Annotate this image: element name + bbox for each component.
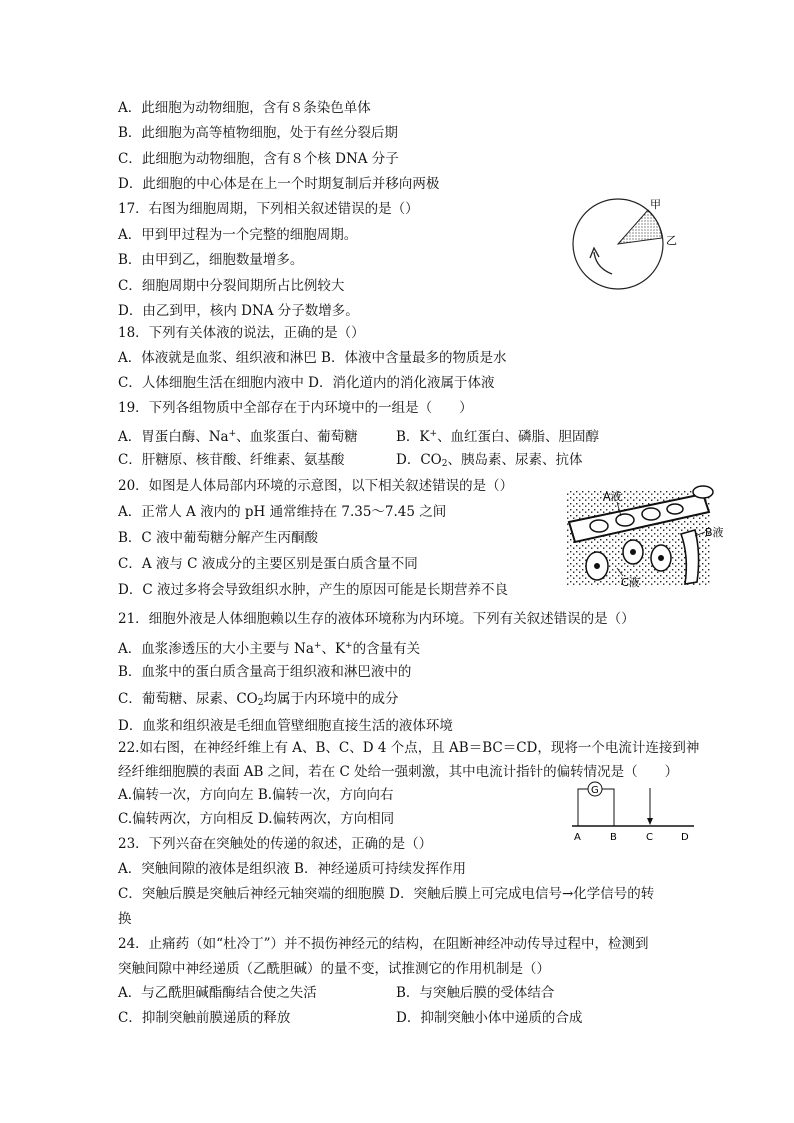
q22-stem-line2: 经纤维细胞膜的表面 AB 之间，若在 C 处给一强刺激，其中电流计指针的偏转情况是（ ） xyxy=(118,764,679,780)
label-yi: 乙 xyxy=(666,234,677,247)
q22-stem-line1: 22.如右图，在神经纤维上有 A、B、C、D 4 个点，且 AB＝BC＝CD，现将一个电流计连接到神 xyxy=(118,740,700,756)
q21-option-c: C．葡萄糖、尿素、$CO_2$均属于内环境中的成分 xyxy=(118,691,399,708)
q20-stem: 20．如图是人体局部内环境的示意图，以下相关叙述错误的是（） xyxy=(118,478,514,494)
point-c: C xyxy=(646,832,653,843)
label-jia: 甲 xyxy=(650,198,661,211)
q24-option-b: B．与突触后膜的受体结合 xyxy=(396,985,555,1001)
nucleus xyxy=(630,549,636,555)
q19-option-a: A．胃蛋白酶、Na+、血浆蛋白、葡萄糖 xyxy=(118,429,358,445)
point-d: D xyxy=(681,832,689,843)
q17-option-c: C．细胞周期中分裂间期所占比例较大 xyxy=(118,278,345,294)
q21-option-d: D．血浆和组织液是毛细血管壁细胞直接生活的液体环境 xyxy=(118,718,453,734)
q23-options-ab: A．突触间隙的液体是组织液 B．神经递质可持续发挥作用 xyxy=(118,861,466,877)
q16-option-a: A．此细胞为动物细胞，含有８条染色单体 xyxy=(118,100,371,116)
cell-cycle-figure xyxy=(566,196,686,296)
q23-options-cd-line2: 换 xyxy=(118,911,132,927)
q16-option-c: C．此细胞为动物细胞，含有８个核 DNA 分子 xyxy=(118,151,399,167)
point-a: A xyxy=(574,832,581,843)
label-c-fluid: C液 xyxy=(621,576,640,589)
label-a-fluid: A液 xyxy=(603,490,622,503)
point-b: B xyxy=(610,832,617,843)
q24-option-c: C．抑制突触前膜递质的释放 xyxy=(118,1010,291,1026)
q16-option-d: D．此细胞的中心体是在上一个时期复制后并移向两极 xyxy=(118,176,440,192)
q19-stem: 19．下列各组物质中全部存在于内环境中的一组是（ ） xyxy=(118,400,473,416)
q18-options-ab: A．体液就是血浆、组织液和淋巴 B．体液中含量最多的物质是水 xyxy=(118,350,507,366)
q24-option-d: D．抑制突触小体中递质的合成 xyxy=(396,1010,583,1026)
q19-option-d: D．$CO_2$、胰岛素、尿素、抗体 xyxy=(396,452,583,469)
q20-option-b: B．C 液中葡萄糖分解产生丙酮酸 xyxy=(118,530,319,546)
q23-options-cd-line1: C．突触后膜是突触后神经元轴突端的细胞膜 D．突触后膜上可完成电信号→化学信号的转 xyxy=(118,886,655,902)
q18-options-cd: C．人体细胞生活在细胞内液中 D．消化道内的消化液属于体液 xyxy=(118,375,495,391)
cell-top xyxy=(693,486,713,498)
q19-option-b: B．K+、血红蛋白、磷脂、胆固醇 xyxy=(396,429,600,445)
nucleus xyxy=(658,555,664,561)
internal-environment-figure xyxy=(563,484,733,590)
q21-option-a: A．血浆渗透压的大小主要与 Na+、K+的含量有关 xyxy=(118,641,421,657)
q17-option-a: A．甲到甲过程为一个完整的细胞周期。 xyxy=(118,227,358,243)
q17-option-b: B．由甲到乙，细胞数量增多。 xyxy=(118,252,304,268)
q22-options-cd: C.偏转两次，方向相反 D.偏转两次，方向相同 xyxy=(118,811,395,827)
blood-cell xyxy=(642,508,660,520)
galvanometer-label: G xyxy=(591,785,599,796)
q21-stem: 21．细胞外液是人体细胞赖以生存的液体环境称为内环境。下列有关叙述错误的是（） xyxy=(118,611,635,627)
label-b-fluid: B液 xyxy=(705,526,724,539)
q22-options-ab: A.偏转一次，方向向左 B.偏转一次，方向向右 xyxy=(118,787,394,803)
division-phase-wedge xyxy=(618,210,662,244)
q18-stem: 18．下列有关体液的说法，正确的是（） xyxy=(118,325,365,341)
q20-option-c: C．A 液与 C 液成分的主要区别是蛋白质含量不同 xyxy=(118,556,418,572)
q20-option-d: D．C 液过多将会导致组织水肿，产生的原因可能是长期营养不良 xyxy=(118,582,508,598)
q17-option-d: D．由乙到甲，核内 DNA 分子数增多。 xyxy=(118,303,359,319)
nucleus xyxy=(594,563,600,569)
stimulus-arrow-head xyxy=(647,818,653,825)
q16-option-b: B．此细胞为高等植物细胞，处于有丝分裂后期 xyxy=(118,125,398,141)
nerve-fiber-figure xyxy=(568,780,698,844)
cycle-direction-arrow xyxy=(594,252,612,274)
q19-option-c: C．肝糖原、核苷酸、纤维素、氨基酸 xyxy=(118,452,345,468)
q24-stem-line1: 24．止痛药（如“杜冷丁”）并不损伤神经元的结构，在阻断神经冲动传导过程中，检测到 xyxy=(118,936,649,952)
q24-stem-line2: 突触间隙中神经递质（乙酰胆碱）的量不变，试推测它的作用机制是（） xyxy=(118,961,550,977)
q24-option-a: A．与乙酰胆碱酯酶结合使之失活 xyxy=(118,985,317,1001)
q23-stem: 23．下列兴奋在突触处的传递的叙述，正确的是（） xyxy=(118,836,433,852)
blood-cell xyxy=(590,520,608,532)
q21-option-b: B．血浆中的蛋白质含量高于组织液和淋巴液中的 xyxy=(118,664,412,680)
blood-cell xyxy=(616,514,634,526)
q20-option-a: A．正常人 A 液内的 pH 通常维持在 7.35～7.45 之间 xyxy=(118,504,447,520)
q17-stem: 17．右图为细胞周期，下列相关叙述错误的是（） xyxy=(118,201,419,217)
blood-cell xyxy=(667,504,683,514)
